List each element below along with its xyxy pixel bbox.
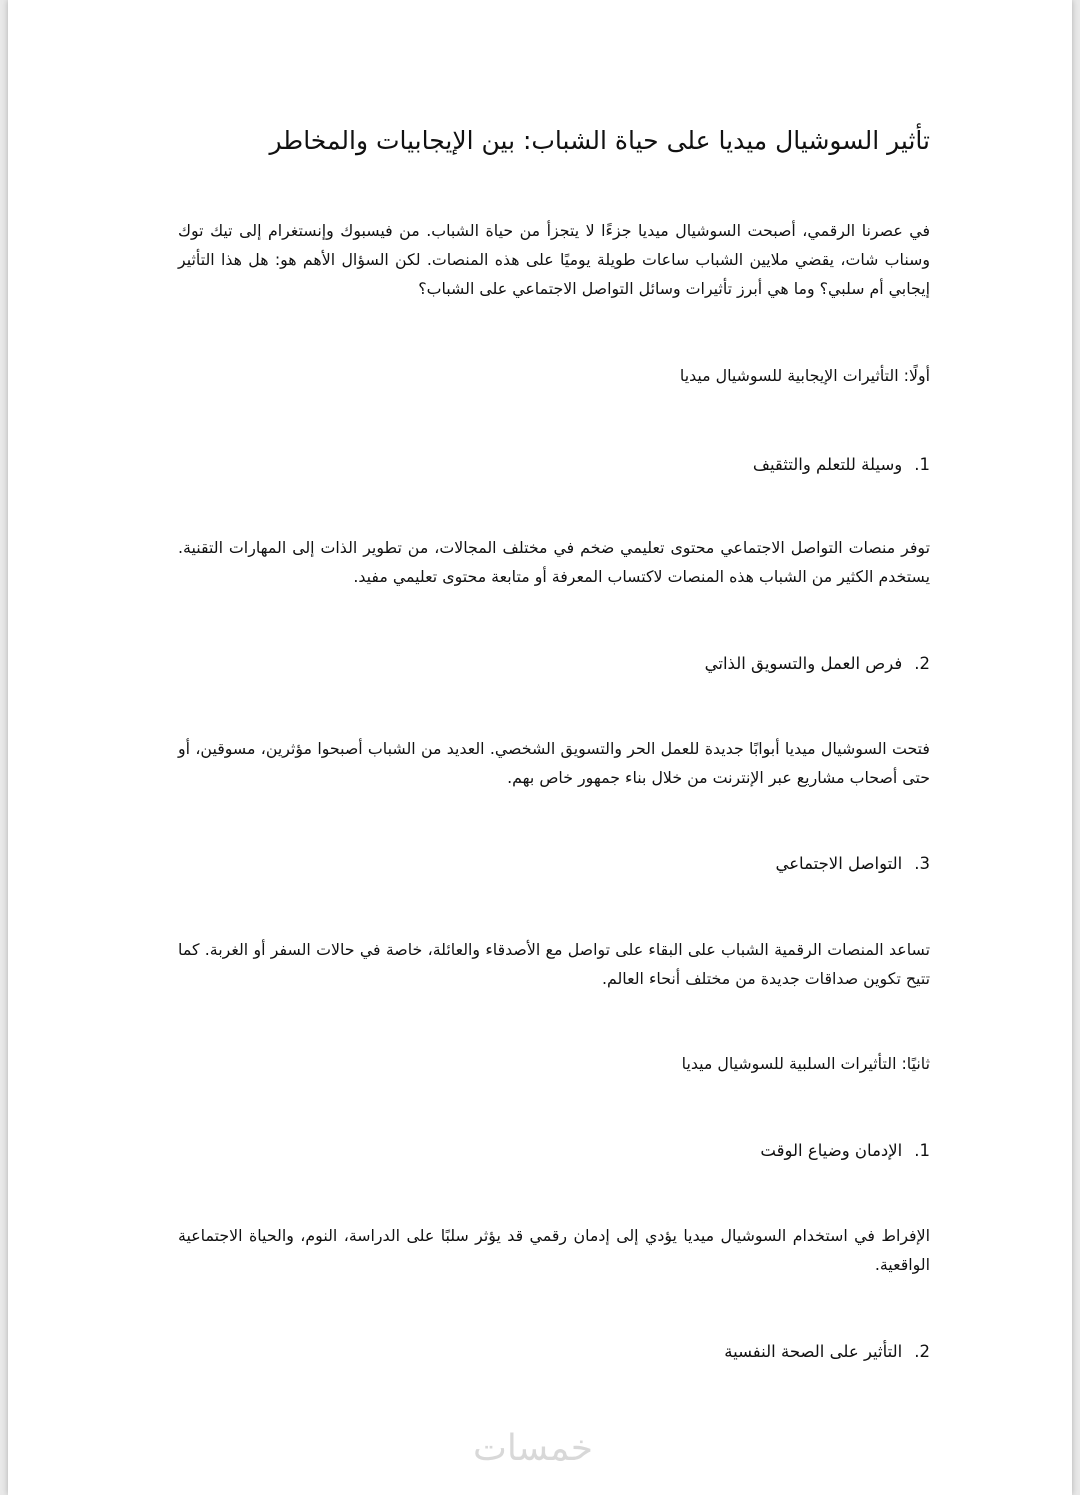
list-item (178, 649, 992, 678)
list-item-label: الإدمان وضياع الوقت (760, 1141, 903, 1160)
list-item-number: 1. (914, 455, 930, 474)
list-item-label: التواصل الاجتماعي (775, 854, 903, 873)
section-heading-negative: ثانيًا: التأثيرات السلبية للسوشيال ميديا (681, 1054, 930, 1073)
body-paragraph: تساعد المنصات الرقمية الشباب على البقاء على تواصل مع الأصدقاء والعائلة، خاصة في حالات السفر أو الغربة. كما تتيح تكوين صداقات جديدة من مختلف أنحاء العالم. (178, 940, 930, 988)
list-item-number: 2. (914, 1342, 930, 1361)
document-page (8, 0, 1072, 1495)
list-item (178, 1136, 992, 1165)
list-item-label: التأثير على الصحة النفسية (724, 1342, 903, 1361)
list-item-number: 1. (914, 1141, 930, 1160)
list-item (178, 1337, 992, 1366)
body-paragraph: فتحت السوشيال ميديا أبوابًا جديدة للعمل الحر والتسويق الشخصي. العديد من الشباب أصبحوا مؤثرين، مسوقين، أو حتى أصحاب مشاريع عبر الإنترنت من خلال بناء جمهور خاص بهم. (178, 739, 930, 787)
watermark-logo: خمسات (473, 1428, 594, 1469)
list-item-number: 2. (914, 654, 930, 673)
section-heading-positive: أولًا: التأثيرات الإيجابية للسوشيال ميديا (679, 366, 930, 385)
intro-paragraph: في عصرنا الرقمي، أصبحت السوشيال ميديا جزءًا لا يتجزأ من حياة الشباب. من فيسبوك وإنستغرام إلى تيك توك وسناب شات، يقضي ملايين الشباب ساعات طويلة يوميًا على هذه المنصات. لكن السؤال الأهم هو: هل هذا التأثير إيجابي أم سلبي؟ وما هي أبرز تأثيرات وسائل التواصل الاجتماعي على الشباب؟ (178, 221, 930, 298)
list-item (178, 849, 992, 878)
document-title: تأثير السوشيال ميديا على حياة الشباب: بين الإيجابيات والمخاطر (269, 126, 930, 155)
list-item-number: 3. (914, 854, 930, 873)
list-item (178, 450, 992, 479)
list-item-label: فرص العمل والتسويق الذاتي (704, 654, 903, 673)
body-paragraph: توفر منصات التواصل الاجتماعي محتوى تعليمي ضخم في مختلف المجالات، من تطوير الذات إلى المهارات التقنية. يستخدم الكثير من الشباب هذه المنصات لاكتساب المعرفة أو متابعة محتوى تعليمي مفيد. (178, 538, 930, 586)
body-paragraph: الإفراط في استخدام السوشيال ميديا يؤدي إلى إدمان رقمي قد يؤثر سلبًا على الدراسة، النوم، والحياة الاجتماعية الواقعية. (178, 1226, 930, 1274)
list-item-label: وسيلة للتعلم والتثقيف (752, 455, 903, 474)
